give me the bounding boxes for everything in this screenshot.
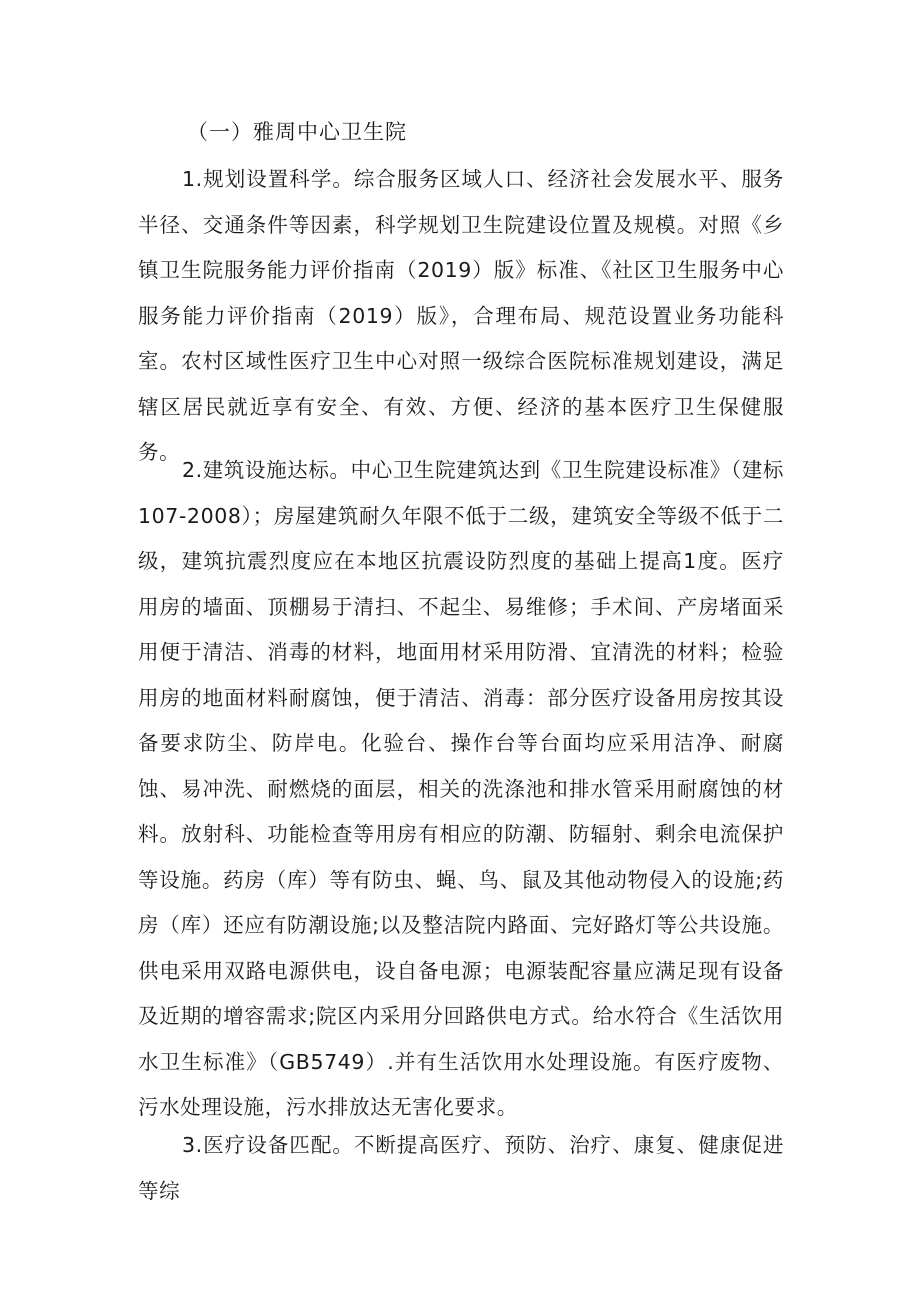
- paragraph-planning: 1.规划设置科学。综合服务区域人口、经济社会发展水平、服务半径、交通条件等因素，科学规划卫生院建设位置及规模。对照《乡镇卫生院服务能力评价指南（2019）版》标准、《社区卫生服务中心服务能力评价指南（2019）版》，合理布局、规范设置业务功能科室。农村区域性医疗卫生中心对照一级综合医院标准规划建设，满足辖区居民就近享有安全、有效、方便、经济的基本医疗卫生保健服务。: [138, 167, 784, 464]
- paragraph-medical-equipment: 3.医疗设备匹配。不断提高医疗、预防、治疗、康复、健康促进等综: [138, 1133, 784, 1203]
- paragraph-building-facilities: 2.建筑设施达标。中心卫生院建筑达到《卫生院建设标准》（建标107-2008）；房屋建筑耐久年限不低于二级，建筑安全等级不低于二级，建筑抗震烈度应在本地区抗震设防烈度的基础上提高1度。医疗用房的墙面、顶棚易于清扫、不起尘、易维修；手术间、产房堵面采用便于清洁、消毒的材料，地面用材采用防滑、宜清洗的材料；检验用房的地面材料耐腐蚀，便于清洁、消毒：部分医疗设备用房按其设备要求防尘、防岸电。化验台、操作台等台面均应采用洁净、耐腐蚀、易冲洗、耐燃烧的面层，相关的洗涤池和排水管采用耐腐蚀的材料。放射科、功能检查等用房有相应的防潮、防辐射、剩余电流保护等设施。药房（库）等有防虫、蝇、鸟、鼠及其他动物侵入的设施;药房（库）还应有防潮设施;以及整洁院内路面、完好路灯等公共设施。供电采用双路电源供电，设自备电源；电源装配容量应满足现有设备及近期的增容需求;院区内采用分回路供电方式。给水符合《生活饮用水卫生标准》（GB5749）.并有生活饮用水处理设施。有医疗废物、污水处理设施，污水排放达无害化要求。: [138, 458, 784, 1119]
- section-heading: （一）雅周中心卫生院: [187, 120, 407, 144]
